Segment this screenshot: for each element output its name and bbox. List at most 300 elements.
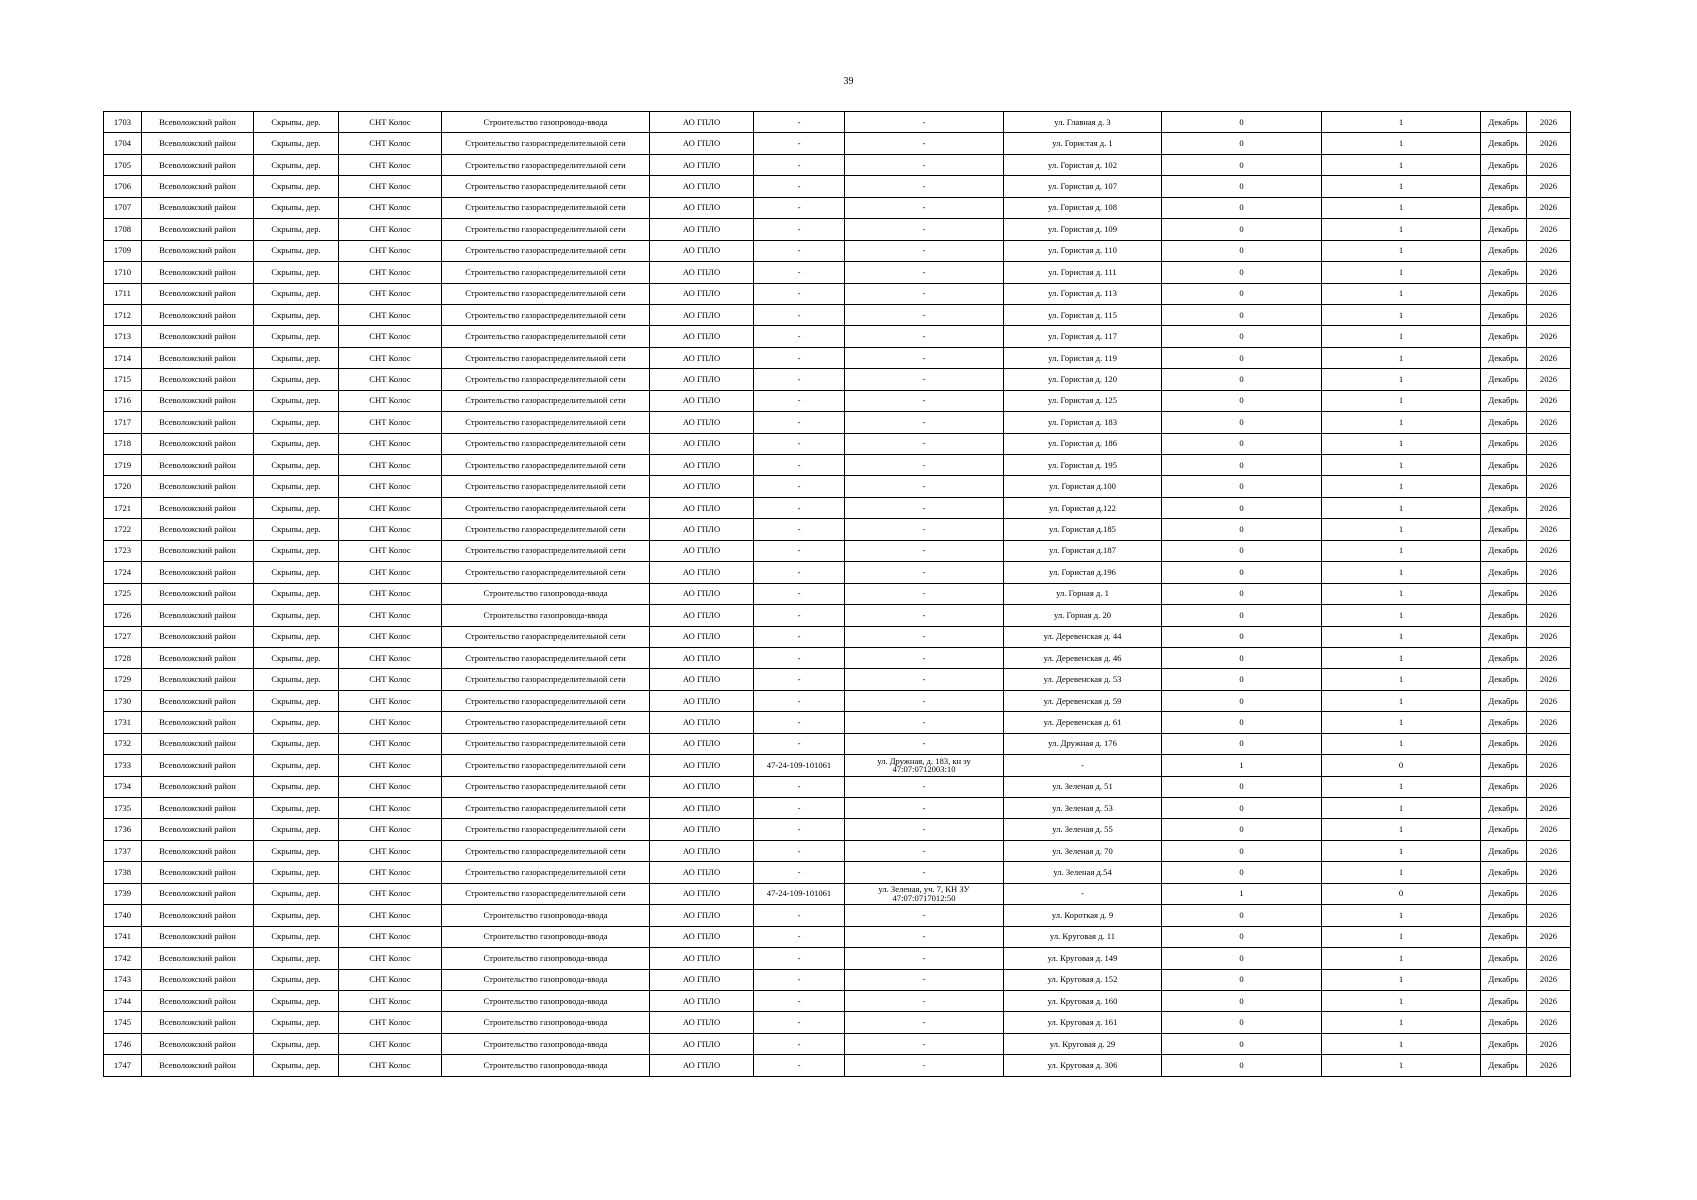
snt-cell: СНТ Колос <box>339 669 442 690</box>
settlement-cell: Скрыпы, дер. <box>254 669 339 690</box>
row-number: 1703 <box>104 112 142 133</box>
district-cell: Всеволожский район <box>142 712 254 733</box>
register-table <box>103 111 1571 1077</box>
table-row <box>104 798 1571 819</box>
work-type-cell: Строительство газораспределительной сети <box>442 540 650 561</box>
value2-cell: 1 <box>1322 154 1481 175</box>
snt-cell: СНТ Колос <box>339 605 442 626</box>
district-cell: Всеволожский район <box>142 776 254 797</box>
year-cell: 2026 <box>1527 304 1571 325</box>
row-number: 1732 <box>104 733 142 754</box>
code-cell: - <box>754 262 845 283</box>
row-number: 1714 <box>104 347 142 368</box>
value1-cell: 0 <box>1162 326 1322 347</box>
reference-cell: - <box>845 133 1004 154</box>
organization-cell: АО ГПЛО <box>650 840 754 861</box>
row-number: 1720 <box>104 476 142 497</box>
work-type-cell: Строительство газораспределительной сети <box>442 347 650 368</box>
organization-cell: АО ГПЛО <box>650 819 754 840</box>
value1-cell: 0 <box>1162 562 1322 583</box>
table-row <box>104 497 1571 518</box>
table-row <box>104 519 1571 540</box>
address-cell: ул. Гористая д.100 <box>1004 476 1162 497</box>
value2-cell: 1 <box>1322 712 1481 733</box>
reference-cell: - <box>845 476 1004 497</box>
reference-cell: - <box>845 798 1004 819</box>
settlement-cell: Скрыпы, дер. <box>254 262 339 283</box>
reference-cell: ул. Зеленая, уч. 7, КН ЗУ 47:07:0717012:50 <box>845 883 1004 904</box>
value1-cell: 0 <box>1162 798 1322 819</box>
reference-cell: - <box>845 819 1004 840</box>
value1-cell: 0 <box>1162 519 1322 540</box>
value1-cell: 0 <box>1162 990 1322 1011</box>
reference-cell: - <box>845 669 1004 690</box>
value1-cell: 0 <box>1162 476 1322 497</box>
table-row <box>104 562 1571 583</box>
value2-cell: 1 <box>1322 433 1481 454</box>
code-cell: - <box>754 840 845 861</box>
month-cell: Декабрь <box>1481 755 1527 776</box>
value1-cell: 1 <box>1162 755 1322 776</box>
month-cell: Декабрь <box>1481 154 1527 175</box>
row-number: 1724 <box>104 562 142 583</box>
district-cell: Всеволожский район <box>142 733 254 754</box>
value2-cell: 1 <box>1322 990 1481 1011</box>
organization-cell: АО ГПЛО <box>650 605 754 626</box>
year-cell: 2026 <box>1527 626 1571 647</box>
month-cell: Декабрь <box>1481 562 1527 583</box>
snt-cell: СНТ Колос <box>339 283 442 304</box>
district-cell: Всеволожский район <box>142 862 254 883</box>
code-cell: - <box>754 926 845 947</box>
value2-cell: 1 <box>1322 262 1481 283</box>
snt-cell: СНТ Колос <box>339 176 442 197</box>
reference-cell: - <box>845 433 1004 454</box>
value2-cell: 1 <box>1322 347 1481 368</box>
address-cell: ул. Гористая д. 111 <box>1004 262 1162 283</box>
row-number: 1743 <box>104 969 142 990</box>
value2-cell: 1 <box>1322 1055 1481 1076</box>
code-cell: - <box>754 990 845 1011</box>
year-cell: 2026 <box>1527 412 1571 433</box>
row-number: 1713 <box>104 326 142 347</box>
row-number: 1706 <box>104 176 142 197</box>
reference-cell: - <box>845 776 1004 797</box>
settlement-cell: Скрыпы, дер. <box>254 1033 339 1054</box>
year-cell: 2026 <box>1527 969 1571 990</box>
settlement-cell: Скрыпы, дер. <box>254 519 339 540</box>
reference-cell: - <box>845 197 1004 218</box>
address-cell: ул. Гористая д. 1 <box>1004 133 1162 154</box>
organization-cell: АО ГПЛО <box>650 304 754 325</box>
district-cell: Всеволожский район <box>142 412 254 433</box>
work-type-cell: Строительство газораспределительной сети <box>442 755 650 776</box>
organization-cell: АО ГПЛО <box>650 1033 754 1054</box>
year-cell: 2026 <box>1527 840 1571 861</box>
code-cell: - <box>754 948 845 969</box>
value2-cell: 1 <box>1322 455 1481 476</box>
value1-cell: 0 <box>1162 712 1322 733</box>
year-cell: 2026 <box>1527 112 1571 133</box>
snt-cell: СНТ Колос <box>339 883 442 904</box>
snt-cell: СНТ Колос <box>339 840 442 861</box>
address-cell: ул. Гористая д. 115 <box>1004 304 1162 325</box>
month-cell: Декабрь <box>1481 433 1527 454</box>
snt-cell: СНТ Колос <box>339 112 442 133</box>
code-cell: 47-24-109-101061 <box>754 755 845 776</box>
address-cell: ул. Горная д. 1 <box>1004 583 1162 604</box>
code-cell: - <box>754 1033 845 1054</box>
reference-cell: - <box>845 647 1004 668</box>
month-cell: Декабрь <box>1481 926 1527 947</box>
district-cell: Всеволожский район <box>142 112 254 133</box>
address-cell: ул. Зеленая д. 55 <box>1004 819 1162 840</box>
reference-cell: - <box>845 497 1004 518</box>
year-cell: 2026 <box>1527 733 1571 754</box>
month-cell: Декабрь <box>1481 605 1527 626</box>
year-cell: 2026 <box>1527 669 1571 690</box>
year-cell: 2026 <box>1527 540 1571 561</box>
year-cell: 2026 <box>1527 519 1571 540</box>
snt-cell: СНТ Колос <box>339 433 442 454</box>
month-cell: Декабрь <box>1481 326 1527 347</box>
organization-cell: АО ГПЛО <box>650 240 754 261</box>
code-cell: - <box>754 240 845 261</box>
year-cell: 2026 <box>1527 583 1571 604</box>
district-cell: Всеволожский район <box>142 926 254 947</box>
work-type-cell: Строительство газопровода-ввода <box>442 112 650 133</box>
address-cell: ул. Главная д. 3 <box>1004 112 1162 133</box>
organization-cell: АО ГПЛО <box>650 497 754 518</box>
snt-cell: СНТ Колос <box>339 862 442 883</box>
table-row <box>104 990 1571 1011</box>
year-cell: 2026 <box>1527 1033 1571 1054</box>
snt-cell: СНТ Колос <box>339 347 442 368</box>
page-number: 39 <box>843 76 854 87</box>
month-cell: Декабрь <box>1481 240 1527 261</box>
table-row <box>104 1055 1571 1076</box>
table-row <box>104 776 1571 797</box>
year-cell: 2026 <box>1527 197 1571 218</box>
snt-cell: СНТ Колос <box>339 369 442 390</box>
row-number: 1727 <box>104 626 142 647</box>
code-cell: - <box>754 197 845 218</box>
snt-cell: СНТ Колос <box>339 262 442 283</box>
table-row <box>104 605 1571 626</box>
value2-cell: 0 <box>1322 883 1481 904</box>
district-cell: Всеволожский район <box>142 476 254 497</box>
table-row <box>104 112 1571 133</box>
value2-cell: 1 <box>1322 497 1481 518</box>
address-cell: ул. Гористая д. 113 <box>1004 283 1162 304</box>
code-cell: - <box>754 1055 845 1076</box>
district-cell: Всеволожский район <box>142 304 254 325</box>
value2-cell: 1 <box>1322 476 1481 497</box>
snt-cell: СНТ Колос <box>339 990 442 1011</box>
code-cell: - <box>754 219 845 240</box>
work-type-cell: Строительство газораспределительной сети <box>442 733 650 754</box>
code-cell: - <box>754 154 845 175</box>
code-cell: - <box>754 1012 845 1033</box>
organization-cell: АО ГПЛО <box>650 798 754 819</box>
row-number: 1715 <box>104 369 142 390</box>
month-cell: Декабрь <box>1481 905 1527 926</box>
value1-cell: 0 <box>1162 840 1322 861</box>
reference-cell: - <box>845 262 1004 283</box>
month-cell: Декабрь <box>1481 133 1527 154</box>
value2-cell: 1 <box>1322 197 1481 218</box>
value1-cell: 0 <box>1162 369 1322 390</box>
address-cell: ул. Гористая д. 108 <box>1004 197 1162 218</box>
month-cell: Декабрь <box>1481 304 1527 325</box>
reference-cell: - <box>845 926 1004 947</box>
address-cell: - <box>1004 755 1162 776</box>
code-cell: - <box>754 798 845 819</box>
year-cell: 2026 <box>1527 647 1571 668</box>
address-cell: ул. Круговая д. 29 <box>1004 1033 1162 1054</box>
organization-cell: АО ГПЛО <box>650 647 754 668</box>
code-cell: - <box>754 540 845 561</box>
row-number: 1708 <box>104 219 142 240</box>
table-row <box>104 840 1571 861</box>
snt-cell: СНТ Колос <box>339 1012 442 1033</box>
value1-cell: 0 <box>1162 1012 1322 1033</box>
code-cell: - <box>754 969 845 990</box>
value1-cell: 0 <box>1162 862 1322 883</box>
address-cell: ул. Круговая д. 160 <box>1004 990 1162 1011</box>
row-number: 1735 <box>104 798 142 819</box>
district-cell: Всеволожский район <box>142 583 254 604</box>
value1-cell: 0 <box>1162 1055 1322 1076</box>
work-type-cell: Строительство газораспределительной сети <box>442 862 650 883</box>
year-cell: 2026 <box>1527 712 1571 733</box>
table-row <box>104 669 1571 690</box>
snt-cell: СНТ Колос <box>339 647 442 668</box>
month-cell: Декабрь <box>1481 497 1527 518</box>
snt-cell: СНТ Колос <box>339 755 442 776</box>
table-row <box>104 583 1571 604</box>
address-cell: ул. Деревенская д. 61 <box>1004 712 1162 733</box>
organization-cell: АО ГПЛО <box>650 712 754 733</box>
code-cell: 47-24-109-101061 <box>754 883 845 904</box>
code-cell: - <box>754 390 845 411</box>
row-number: 1733 <box>104 755 142 776</box>
work-type-cell: Строительство газораспределительной сети <box>442 497 650 518</box>
row-number: 1728 <box>104 647 142 668</box>
address-cell: ул. Гористая д. 110 <box>1004 240 1162 261</box>
row-number: 1705 <box>104 154 142 175</box>
reference-cell: - <box>845 969 1004 990</box>
value1-cell: 0 <box>1162 776 1322 797</box>
organization-cell: АО ГПЛО <box>650 369 754 390</box>
reference-cell: - <box>845 326 1004 347</box>
year-cell: 2026 <box>1527 948 1571 969</box>
month-cell: Декабрь <box>1481 948 1527 969</box>
row-number: 1726 <box>104 605 142 626</box>
settlement-cell: Скрыпы, дер. <box>254 154 339 175</box>
address-cell: ул. Гористая д.187 <box>1004 540 1162 561</box>
district-cell: Всеволожский район <box>142 690 254 711</box>
organization-cell: АО ГПЛО <box>650 540 754 561</box>
code-cell: - <box>754 283 845 304</box>
month-cell: Декабрь <box>1481 1033 1527 1054</box>
row-number: 1712 <box>104 304 142 325</box>
month-cell: Декабрь <box>1481 519 1527 540</box>
work-type-cell: Строительство газораспределительной сети <box>442 369 650 390</box>
settlement-cell: Скрыпы, дер. <box>254 347 339 368</box>
district-cell: Всеволожский район <box>142 176 254 197</box>
address-cell: ул. Круговая д. 161 <box>1004 1012 1162 1033</box>
organization-cell: АО ГПЛО <box>650 883 754 904</box>
work-type-cell: Строительство газораспределительной сети <box>442 326 650 347</box>
table-row <box>104 176 1571 197</box>
code-cell: - <box>754 905 845 926</box>
year-cell: 2026 <box>1527 433 1571 454</box>
value1-cell: 1 <box>1162 883 1322 904</box>
row-number: 1747 <box>104 1055 142 1076</box>
address-cell: ул. Деревенская д. 53 <box>1004 669 1162 690</box>
settlement-cell: Скрыпы, дер. <box>254 112 339 133</box>
snt-cell: СНТ Колос <box>339 304 442 325</box>
district-cell: Всеволожский район <box>142 819 254 840</box>
snt-cell: СНТ Колос <box>339 326 442 347</box>
district-cell: Всеволожский район <box>142 326 254 347</box>
register-rows <box>104 112 1571 1077</box>
table-row <box>104 369 1571 390</box>
month-cell: Декабрь <box>1481 540 1527 561</box>
settlement-cell: Скрыпы, дер. <box>254 455 339 476</box>
table-row <box>104 755 1571 776</box>
snt-cell: СНТ Колос <box>339 562 442 583</box>
row-number: 1723 <box>104 540 142 561</box>
settlement-cell: Скрыпы, дер. <box>254 390 339 411</box>
row-number: 1746 <box>104 1033 142 1054</box>
value1-cell: 0 <box>1162 647 1322 668</box>
organization-cell: АО ГПЛО <box>650 776 754 797</box>
value1-cell: 0 <box>1162 733 1322 754</box>
snt-cell: СНТ Колос <box>339 712 442 733</box>
table-row <box>104 712 1571 733</box>
value2-cell: 1 <box>1322 519 1481 540</box>
organization-cell: АО ГПЛО <box>650 969 754 990</box>
district-cell: Всеволожский район <box>142 883 254 904</box>
code-cell: - <box>754 304 845 325</box>
table-row <box>104 647 1571 668</box>
code-cell: - <box>754 369 845 390</box>
value1-cell: 0 <box>1162 455 1322 476</box>
year-cell: 2026 <box>1527 497 1571 518</box>
snt-cell: СНТ Колос <box>339 969 442 990</box>
district-cell: Всеволожский район <box>142 905 254 926</box>
settlement-cell: Скрыпы, дер. <box>254 733 339 754</box>
table-row <box>104 926 1571 947</box>
value2-cell: 1 <box>1322 1012 1481 1033</box>
settlement-cell: Скрыпы, дер. <box>254 412 339 433</box>
month-cell: Декабрь <box>1481 690 1527 711</box>
value2-cell: 1 <box>1322 176 1481 197</box>
value1-cell: 0 <box>1162 497 1322 518</box>
district-cell: Всеволожский район <box>142 647 254 668</box>
month-cell: Декабрь <box>1481 1012 1527 1033</box>
snt-cell: СНТ Колос <box>339 1055 442 1076</box>
table-row <box>104 455 1571 476</box>
code-cell: - <box>754 733 845 754</box>
month-cell: Декабрь <box>1481 712 1527 733</box>
district-cell: Всеволожский район <box>142 154 254 175</box>
code-cell: - <box>754 690 845 711</box>
reference-cell: - <box>845 540 1004 561</box>
district-cell: Всеволожский район <box>142 562 254 583</box>
month-cell: Декабрь <box>1481 583 1527 604</box>
reference-cell: - <box>845 1033 1004 1054</box>
work-type-cell: Строительство газопровода-ввода <box>442 1033 650 1054</box>
reference-cell: - <box>845 733 1004 754</box>
district-cell: Всеволожский район <box>142 626 254 647</box>
table-row <box>104 905 1571 926</box>
work-type-cell: Строительство газораспределительной сети <box>442 240 650 261</box>
value2-cell: 1 <box>1322 862 1481 883</box>
table-row <box>104 347 1571 368</box>
reference-cell: - <box>845 519 1004 540</box>
snt-cell: СНТ Колос <box>339 690 442 711</box>
year-cell: 2026 <box>1527 219 1571 240</box>
value1-cell: 0 <box>1162 1033 1322 1054</box>
work-type-cell: Строительство газораспределительной сети <box>442 154 650 175</box>
reference-cell: - <box>845 369 1004 390</box>
address-cell: ул. Зеленая д.54 <box>1004 862 1162 883</box>
row-number: 1730 <box>104 690 142 711</box>
settlement-cell: Скрыпы, дер. <box>254 840 339 861</box>
month-cell: Декабрь <box>1481 840 1527 861</box>
value2-cell: 1 <box>1322 733 1481 754</box>
organization-cell: АО ГПЛО <box>650 476 754 497</box>
snt-cell: СНТ Колос <box>339 390 442 411</box>
organization-cell: АО ГПЛО <box>650 519 754 540</box>
row-number: 1745 <box>104 1012 142 1033</box>
organization-cell: АО ГПЛО <box>650 347 754 368</box>
table-row <box>104 1012 1571 1033</box>
table-row <box>104 197 1571 218</box>
organization-cell: АО ГПЛО <box>650 862 754 883</box>
reference-cell: - <box>845 283 1004 304</box>
work-type-cell: Строительство газораспределительной сети <box>442 626 650 647</box>
table-row <box>104 133 1571 154</box>
snt-cell: СНТ Колос <box>339 1033 442 1054</box>
value1-cell: 0 <box>1162 948 1322 969</box>
value1-cell: 0 <box>1162 626 1322 647</box>
organization-cell: АО ГПЛО <box>650 626 754 647</box>
reference-cell: ул. Дружная, д. 183, кн зу 47:07:0712003:10 <box>845 755 1004 776</box>
month-cell: Декабрь <box>1481 990 1527 1011</box>
month-cell: Декабрь <box>1481 283 1527 304</box>
organization-cell: АО ГПЛО <box>650 176 754 197</box>
table-row <box>104 626 1571 647</box>
code-cell: - <box>754 455 845 476</box>
address-cell: ул. Зеленая д. 70 <box>1004 840 1162 861</box>
district-cell: Всеволожский район <box>142 969 254 990</box>
work-type-cell: Строительство газопровода-ввода <box>442 905 650 926</box>
district-cell: Всеволожский район <box>142 433 254 454</box>
snt-cell: СНТ Колос <box>339 197 442 218</box>
table-row <box>104 390 1571 411</box>
code-cell: - <box>754 776 845 797</box>
reference-cell: - <box>845 390 1004 411</box>
organization-cell: АО ГПЛО <box>650 926 754 947</box>
work-type-cell: Строительство газопровода-ввода <box>442 1055 650 1076</box>
code-cell: - <box>754 583 845 604</box>
work-type-cell: Строительство газораспределительной сети <box>442 476 650 497</box>
year-cell: 2026 <box>1527 605 1571 626</box>
